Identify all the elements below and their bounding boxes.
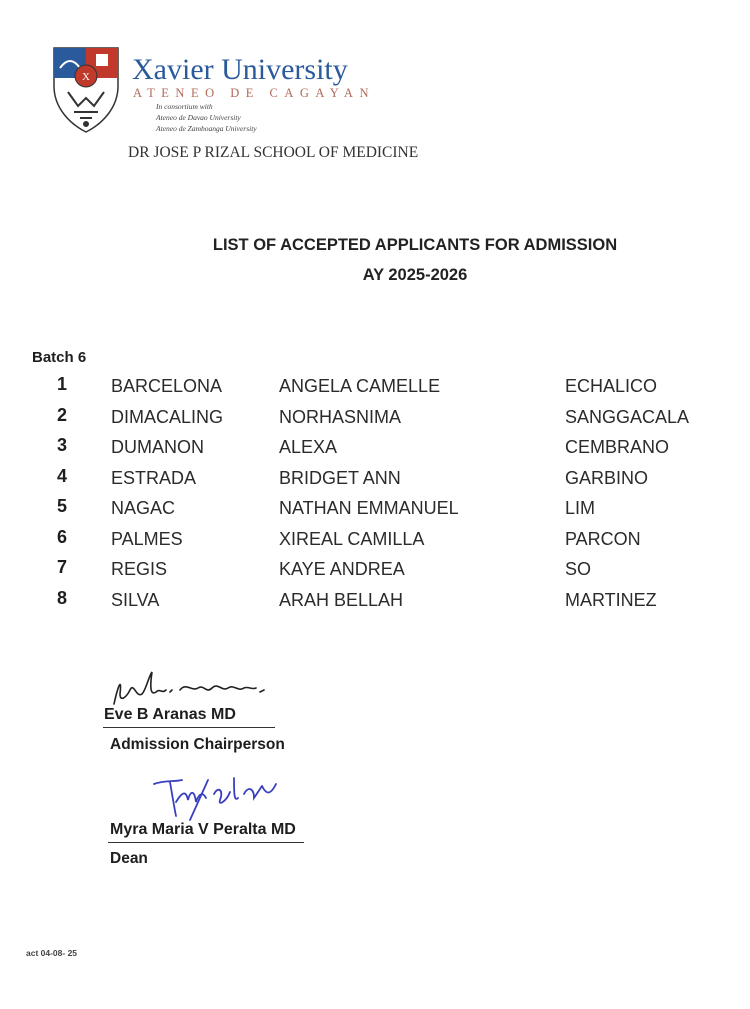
applicant-row bbox=[0, 554, 750, 585]
applicant-list bbox=[0, 371, 750, 615]
applicant-given: BRIDGET ANN bbox=[279, 467, 401, 488]
applicant-row bbox=[0, 463, 750, 494]
applicant-surname: BARCELONA bbox=[111, 376, 223, 396]
signatory-role: Dean bbox=[110, 850, 148, 867]
applicant-middle: LIM bbox=[565, 498, 596, 518]
applicant-number: 4 bbox=[56, 465, 67, 486]
signature-line bbox=[103, 727, 275, 728]
academic-year: AY 2025-2026 bbox=[362, 266, 468, 284]
applicant-number: 2 bbox=[56, 404, 67, 425]
applicant-number: 8 bbox=[56, 587, 67, 608]
applicant-given: ANGELA CAMELLE bbox=[279, 376, 441, 396]
university-subtitle: ATENEO DE CAGAYAN bbox=[133, 86, 375, 100]
signature-dean bbox=[150, 772, 280, 822]
applicant-given: XIREAL CAMILLA bbox=[279, 528, 425, 549]
applicant-middle: CEMBRANO bbox=[565, 437, 670, 457]
applicant-middle: GARBINO bbox=[565, 467, 649, 488]
applicant-middle: PARCON bbox=[565, 528, 641, 549]
footnote: act 04-08- 25 bbox=[26, 948, 78, 958]
applicant-surname: SILVA bbox=[111, 589, 160, 610]
applicant-number: 3 bbox=[56, 435, 67, 455]
signatory-role: Admission Chairperson bbox=[110, 736, 285, 753]
applicant-number: 7 bbox=[56, 557, 67, 577]
applicant-row bbox=[0, 402, 750, 433]
applicant-surname: ESTRADA bbox=[111, 467, 197, 488]
document-title: LIST OF ACCEPTED APPLICANTS FOR ADMISSION bbox=[212, 236, 618, 254]
university-seal-icon bbox=[50, 42, 122, 134]
university-name: Xavier University bbox=[132, 53, 348, 86]
applicant-row bbox=[0, 371, 750, 402]
applicant-row bbox=[0, 493, 750, 524]
applicant-given: ARAH BELLAH bbox=[279, 589, 404, 610]
applicant-given: NATHAN EMMANUEL bbox=[279, 498, 459, 518]
applicant-row bbox=[0, 585, 750, 616]
applicant-surname: PALMES bbox=[111, 528, 183, 549]
applicant-surname: DUMANON bbox=[111, 437, 204, 457]
svg-text:X: X bbox=[82, 71, 90, 83]
school-name: DR JOSE P RIZAL SCHOOL OF MEDICINE bbox=[128, 144, 419, 161]
applicant-row bbox=[0, 524, 750, 555]
applicant-middle: SANGGACALA bbox=[565, 406, 690, 427]
applicant-middle: ECHALICO bbox=[565, 376, 658, 396]
signatory-name: Myra Maria V Peralta MD bbox=[110, 821, 296, 838]
signature-chairperson bbox=[108, 668, 278, 710]
applicant-given: NORHASNIMA bbox=[279, 406, 402, 427]
applicant-given: ALEXA bbox=[279, 437, 338, 457]
batch-label: Batch 6 bbox=[32, 349, 87, 366]
applicant-number: 1 bbox=[56, 374, 67, 394]
applicant-surname: DIMACALING bbox=[111, 406, 224, 427]
signatory-name: Eve B Aranas MD bbox=[104, 706, 236, 723]
applicant-given: KAYE ANDREA bbox=[279, 559, 405, 579]
signature-line bbox=[108, 842, 304, 843]
applicant-middle: SO bbox=[565, 559, 592, 579]
applicant-number: 6 bbox=[56, 526, 67, 547]
applicant-surname: NAGAC bbox=[111, 498, 176, 518]
applicant-number: 5 bbox=[56, 496, 67, 516]
applicant-surname: REGIS bbox=[111, 559, 168, 579]
consortium-line: In consortium with bbox=[156, 102, 213, 111]
consortium-line: Ateneo de Davao University bbox=[156, 113, 241, 122]
applicant-row bbox=[0, 432, 750, 463]
consortium-line: Ateneo de Zamboanga University bbox=[156, 124, 257, 133]
applicant-middle: MARTINEZ bbox=[565, 589, 657, 610]
